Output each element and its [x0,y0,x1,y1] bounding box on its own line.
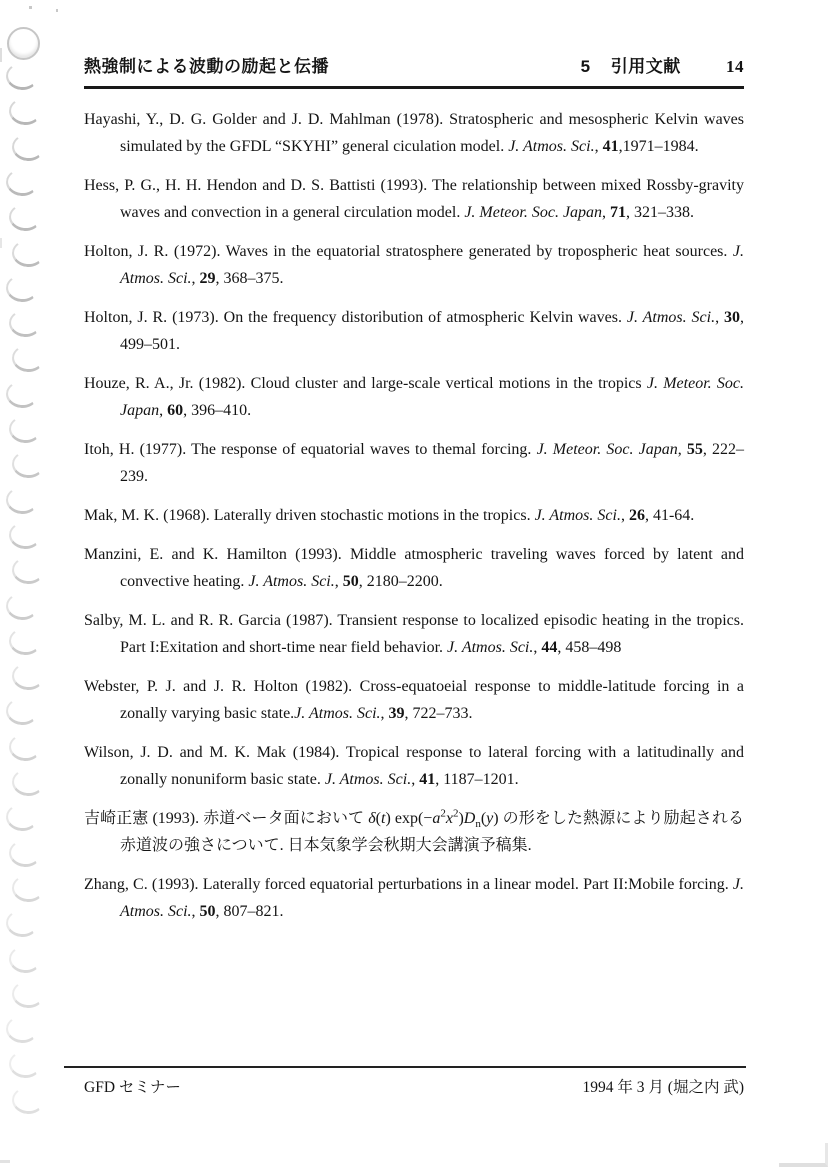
page-number: 14 [726,57,744,76]
binding-hole [8,1050,43,1080]
header-right [581,52,744,77]
reference-item: 吉崎正憲 (1993). 赤道ベータ面において δ(t) $\exp(-a^2x^2)D_n(y)$ の形をした熱源により励起される赤道波の強さについて. 日本気象学会秋期大会講演予稿集. [84,807,744,854]
binding-hole [11,661,46,691]
running-title: 熱強制による波動の励起と伝播 [84,57,329,76]
footer-date-author: 1994 年 3 月 (堀之内 武) [582,1079,744,1096]
scan-edge-mark [0,238,2,248]
binding-hole [8,732,43,762]
scan-edge-mark [0,1160,10,1163]
binding-hole [5,909,40,939]
scan-edge-mark [0,48,2,62]
reference-item: Hayashi, Y., D. G. Golder and J. D. Mahlman (1978). Stratospheric and mesospheric Kelvin waves simulated by the GFDL “SKYHI” general ciculation model. J. Atmos. Sci., 41,1971–1984. [84,111,744,155]
reference-item: Webster, P. J. and J. R. Holton (1982). Cross-equatoeial response to middle-latitude forcing in a zonally varying basic state.J. Atmos. Sci., 39, 722–733. [84,678,744,722]
reference-item: Holton, J. R. (1973). On the frequency distoribution of atmospheric Kelvin waves. J. Atmos. Sci., 30, 499–501. [84,309,745,353]
scan-corner-shadow [779,1143,828,1167]
binding-hole [8,838,43,868]
reference-list [84,106,744,937]
binding-hole [11,979,46,1009]
reference-item: Zhang, C. (1993). Laterally forced equatorial perturbations in a linear model. Part II:Mobile forcing. J. Atmos. Sci., 50, 807–821. [84,876,744,920]
binding-hole [11,450,46,480]
binding-hole [8,203,43,233]
reference-item: Mak, M. K. (1968). Laterally driven stochastic motions in the tropics. J. Atmos. Sci., 26, 41-64. [84,507,695,524]
binding-hole [11,873,46,903]
binding-hole [8,944,43,974]
binding-hole [11,344,46,374]
binding-hole [11,1085,46,1115]
reference-item: Itoh, H. (1977). The response of equatorial waves to themal forcing. J. Meteor. Soc. Japan, 55, 222–239. [84,441,744,485]
binding-hole [5,697,40,727]
reference-item: Holton, J. R. (1972). Waves in the equatorial stratosphere generated by tropospheric heat sources. J. Atmos. Sci., 29, 368–375. [84,243,744,287]
binding-hole [5,61,40,91]
footer-seminar-label: GFD セミナー [84,1079,181,1096]
section-title: 引用文献 [610,57,681,76]
binding-hole [11,238,46,268]
binding-hole [7,27,40,60]
binding-hole [8,626,43,656]
binding-hole [8,97,43,127]
reference-item: Hess, P. G., H. H. Hendon and D. S. Battisti (1993). The relationship between mixed Rossby-gravity waves and convection in a general circulation model. J. Meteor. Soc. Japan, 71, 321–338. [84,177,744,221]
binding-hole [5,379,40,409]
section-number: 5 [580,57,591,76]
binding-hole [5,1014,40,1044]
binding-hole [8,414,43,444]
page-footer [64,1066,746,1097]
binding-hole [5,273,40,303]
binding-hole [5,485,40,515]
scan-speck [29,6,32,9]
reference-item: Salby, M. L. and R. R. Garcia (1987). Transient response to localized episodic heating in the tropics. Part I:Exitation and short-time near field behavior. J. Atmos. Sci., 44, 458–498 [84,612,744,656]
binding-hole [5,803,40,833]
reference-item: Manzini, E. and K. Hamilton (1993). Middle atmospheric traveling waves forced by latent and convective heating. J. Atmos. Sci., 50, 2180–2200. [84,546,744,590]
binding-hole [5,167,40,197]
binding-hole [5,591,40,621]
binding-hole [11,767,46,797]
scan-speck [56,9,58,12]
binding-hole [8,308,43,338]
binding-hole [11,132,46,162]
binding-hole [11,556,46,586]
reference-item: Houze, R. A., Jr. (1982). Cloud cluster and large-scale vertical motions in the tropics J. Meteor. Soc. Japan, 60, 396–410. [84,375,744,419]
binding-hole [8,520,43,550]
page-header [84,52,744,89]
reference-item: Wilson, J. D. and M. K. Mak (1984). Tropical response to lateral forcing with a latitudinally and zonally nonuniform basic state. J. Atmos. Sci., 41, 1187–1201. [84,744,744,788]
